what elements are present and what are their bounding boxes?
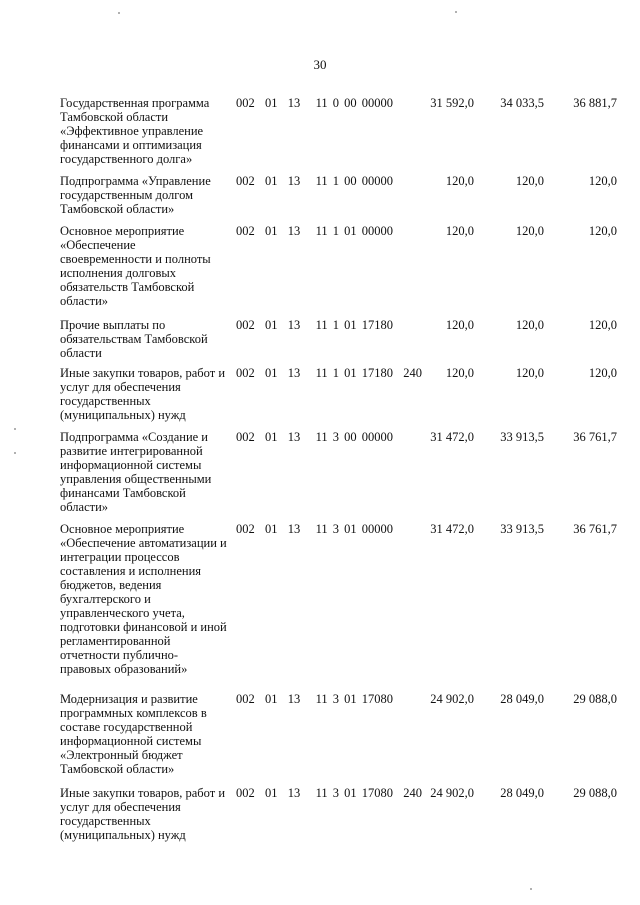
row-value-3: 29 088,0: [573, 786, 617, 800]
row-value-2: 28 049,0: [500, 692, 544, 706]
row-value-3: 36 761,7: [573, 430, 617, 444]
row-value-1: 120,0: [445, 318, 474, 332]
row-value-3: 120,0: [588, 366, 617, 380]
row-value-1: 24 902,0: [430, 692, 474, 706]
row-value-2: 34 033,5: [500, 96, 544, 110]
row-value-1: 24 902,0: [430, 786, 474, 800]
row-code: 002 01 13 11 1 01 00000: [236, 224, 394, 238]
row-name: Иные закупки товаров, работ и услуг для обеспечения государственных (муниципальных) нужд: [60, 366, 226, 422]
row-name: Подпрограмма «Создание и развитие интегрированной информационной системы управления общественными финансами Тамбовской области»: [60, 430, 212, 514]
row-name: Государственная программа Тамбовской области «Эффективное управление финансами и оптимизация государственного долга»: [60, 96, 210, 166]
row-name: Основное мероприятие «Обеспечение своевременности и полноты исполнения долговых обязательств Тамбовской области»: [60, 224, 211, 308]
row-name: Модернизация и развитие программных комплексов в составе государственной информационной системы «Электронный бюджет Тамбовской области»: [60, 692, 207, 776]
row-value-1: 31 472,0: [430, 522, 474, 536]
row-value-3: 29 088,0: [573, 692, 617, 706]
row-name: Основное мероприятие «Обеспечение автоматизации и интеграции процессов составления и исполнения бюджетов, ведения бухгалтерского и управленческого учета, подготовки финансовой и иной регламентированной отчетности публично- правовых образований»: [60, 522, 227, 676]
row-code: 002 01 13 11 1 01 17180 240: [236, 366, 423, 380]
row-value-1: 31 592,0: [430, 96, 474, 110]
row-code: 002 01 13 11 3 01 17080: [236, 692, 394, 706]
row-code: 002 01 13 11 3 01 00000: [236, 522, 394, 536]
row-code: 002 01 13 11 0 00 00000: [236, 96, 394, 110]
row-name: Прочие выплаты по обязательствам Тамбовской области: [60, 318, 208, 360]
row-value-1: 120,0: [445, 366, 474, 380]
scan-speck: [118, 12, 120, 14]
row-value-2: 120,0: [515, 174, 544, 188]
row-value-2: 120,0: [515, 318, 544, 332]
row-value-3: 120,0: [588, 174, 617, 188]
row-code: 002 01 13 11 1 01 17180: [236, 318, 394, 332]
row-value-2: 120,0: [515, 366, 544, 380]
scan-speck: [455, 11, 457, 13]
row-value-2: 28 049,0: [500, 786, 544, 800]
row-name: Иные закупки товаров, работ и услуг для обеспечения государственных (муниципальных) нужд: [60, 786, 226, 842]
row-value-2: 33 913,5: [500, 522, 544, 536]
row-value-1: 120,0: [445, 174, 474, 188]
scan-speck: [530, 888, 532, 890]
row-value-3: 36 881,7: [573, 96, 617, 110]
row-value-3: 120,0: [588, 318, 617, 332]
row-value-3: 120,0: [588, 224, 617, 238]
row-code: 002 01 13 11 1 00 00000: [236, 174, 394, 188]
row-name: Подпрограмма «Управление государственным долгом Тамбовской области»: [60, 174, 211, 216]
row-value-3: 36 761,7: [573, 522, 617, 536]
row-value-1: 31 472,0: [430, 430, 474, 444]
row-code: 002 01 13 11 3 00 00000: [236, 430, 394, 444]
page-number: 30: [313, 57, 327, 72]
row-code: 002 01 13 11 3 01 17080 240: [236, 786, 423, 800]
row-value-2: 120,0: [515, 224, 544, 238]
scan-speck: [14, 428, 16, 430]
row-value-1: 120,0: [445, 224, 474, 238]
scan-speck: [14, 452, 16, 454]
row-value-2: 33 913,5: [500, 430, 544, 444]
